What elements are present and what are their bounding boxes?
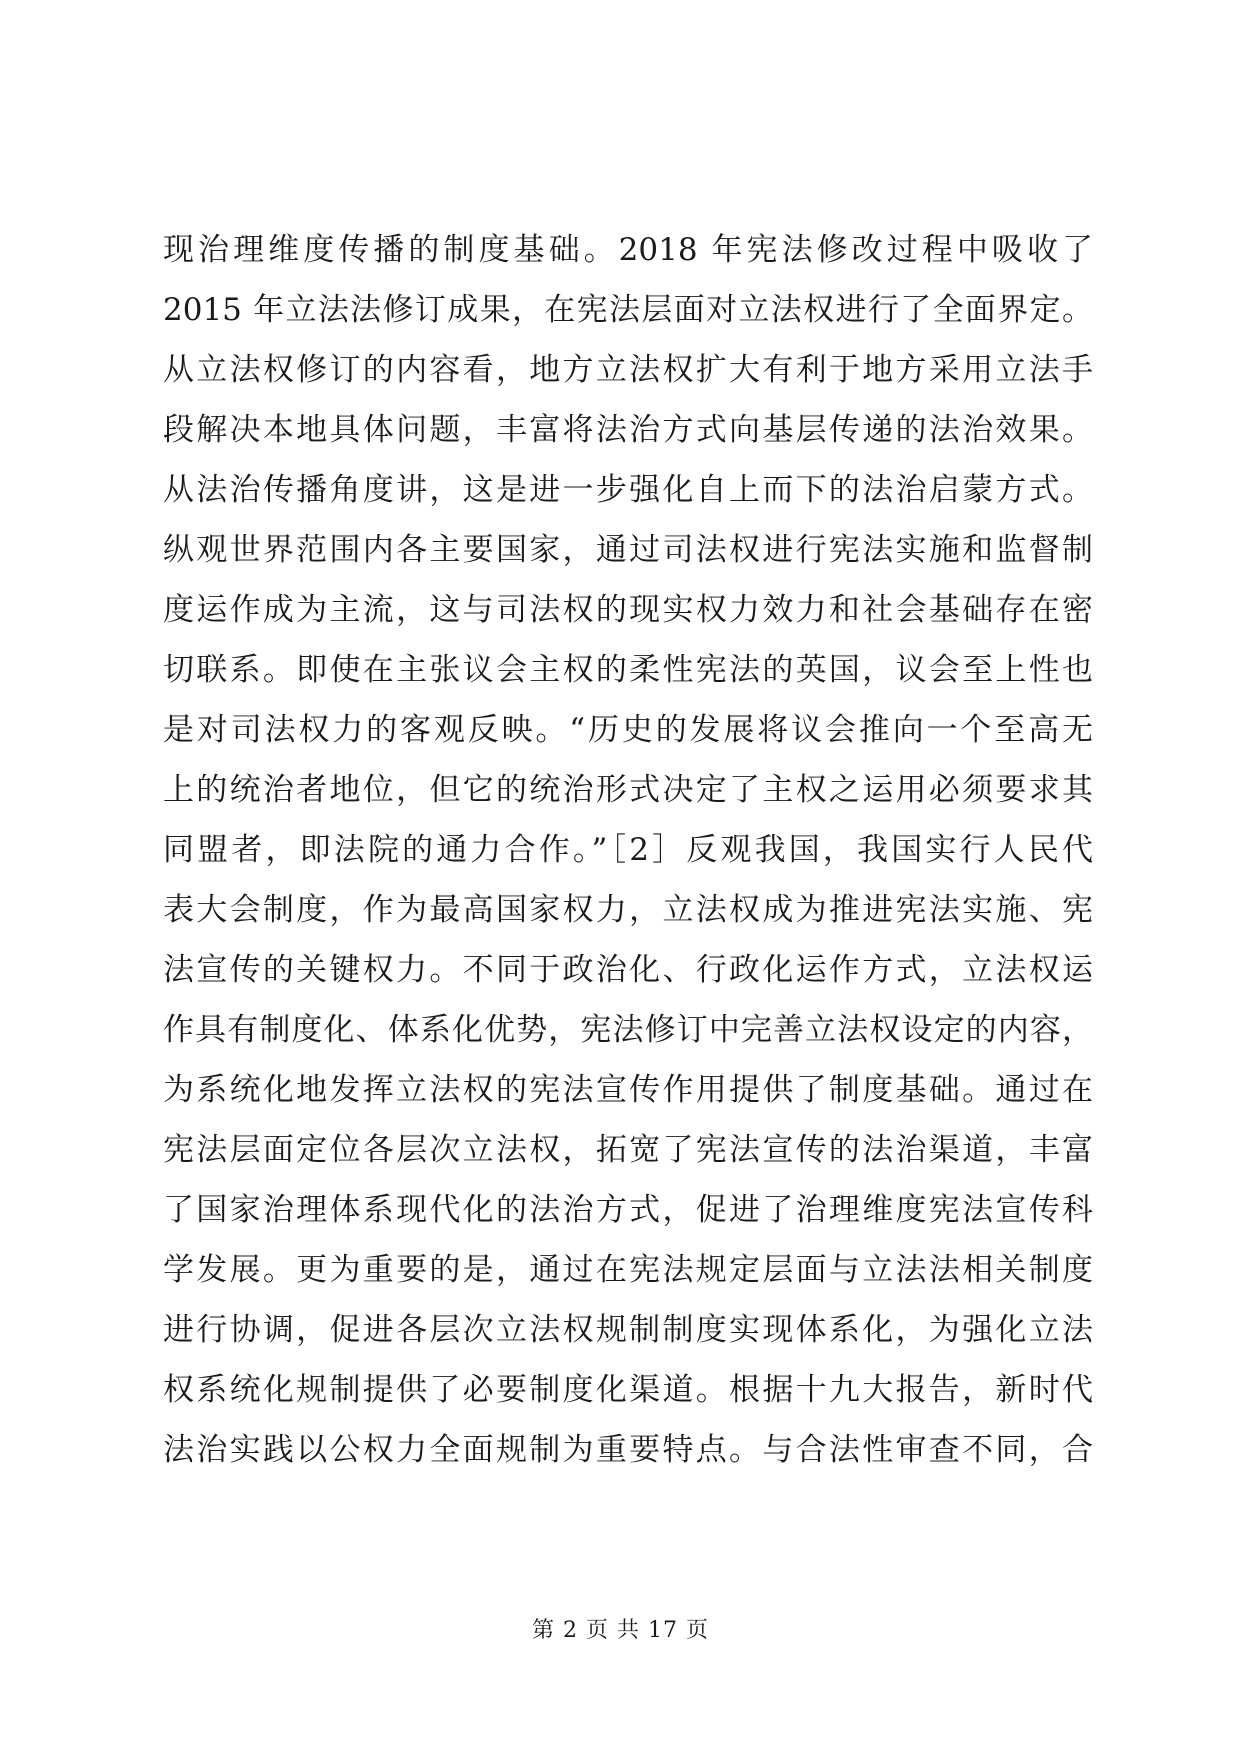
text-line: 从立法权修订的内容看，地方立法权扩大有利于地方采用立法手 [163, 352, 1093, 388]
text-line: 宪法层面定位各层次立法权，拓宽了宪法宣传的法治渠道，丰富 [163, 1132, 1093, 1168]
text-line: 纵观世界范围内各主要国家，通过司法权进行宪法实施和监督制 [163, 532, 1093, 568]
text-line: 表大会制度，作为最高国家权力，立法权成为推进宪法实施、宪 [163, 892, 1093, 928]
text-line: 了国家治理体系现代化的法治方式，促进了治理维度宪法宣传科 [163, 1192, 1093, 1228]
text-line: 度运作成为主流，这与司法权的现实权力效力和社会基础存在密 [163, 592, 1093, 628]
text-line: 现治理维度传播的制度基础。2018 年宪法修改过程中吸收了 [163, 232, 1093, 268]
page-number-footer: 第 2 页 共 17 页 [532, 1618, 709, 1643]
body-text [163, 220, 1093, 1480]
text-line: 为系统化地发挥立法权的宪法宣传作用提供了制度基础。通过在 [163, 1072, 1093, 1108]
text-line: 上的统治者地位，但它的统治形式决定了主权之运用必须要求其 [163, 772, 1093, 808]
text-line: 段解决本地具体问题，丰富将法治方式向基层传递的法治效果。 [163, 412, 1093, 448]
text-line: 法治实践以公权力全面规制为重要特点。与合法性审查不同，合 [163, 1432, 1093, 1468]
text-line: 切联系。即使在主张议会主权的柔性宪法的英国，议会至上性也 [163, 652, 1093, 688]
text-line: 法宣传的关键权力。不同于政治化、行政化运作方式，立法权运 [163, 952, 1093, 988]
text-line: 同盟者，即法院的通力合作。”［2］反观我国，我国实行人民代 [163, 832, 1093, 868]
text-line: 作具有制度化、体系化优势，宪法修订中完善立法权设定的内容， [163, 1012, 1093, 1048]
text-line: 学发展。更为重要的是，通过在宪法规定层面与立法法相关制度 [163, 1252, 1093, 1288]
text-line: 2015 年立法法修订成果，在宪法层面对立法权进行了全面界定。 [163, 292, 1093, 328]
text-line: 从法治传播角度讲，这是进一步强化自上而下的法治启蒙方式。 [163, 472, 1093, 508]
text-line: 进行协调，促进各层次立法权规制制度实现体系化，为强化立法 [163, 1312, 1093, 1348]
text-line: 权系统化规制提供了必要制度化渠道。根据十九大报告，新时代 [163, 1372, 1093, 1408]
text-line: 是对司法权力的客观反映。“历史的发展将议会推向一个至高无 [163, 712, 1093, 748]
